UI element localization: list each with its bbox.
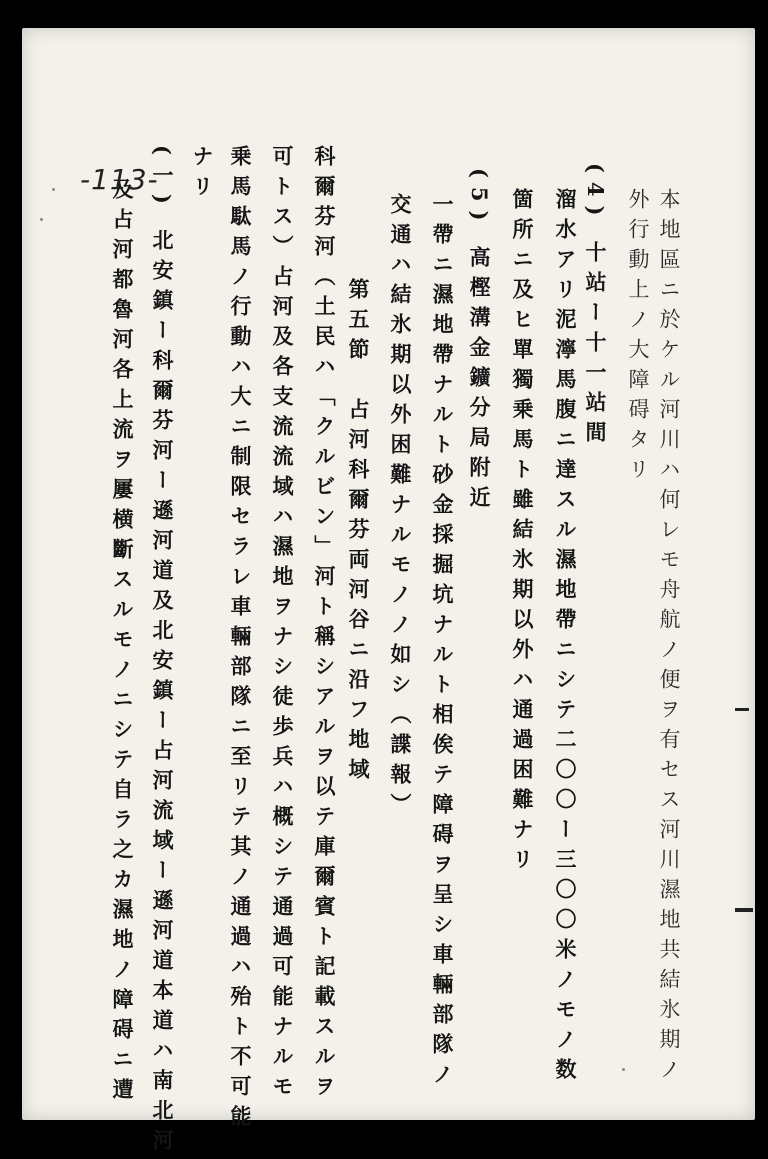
text-column-3: (4) 十站ー十一站間	[583, 163, 608, 451]
text-column-1: 本地區ニ於ケル河川ハ何レモ舟航ノ便ヲ有セス河川濕地共結氷期ノ	[657, 188, 681, 1088]
document-page	[22, 28, 755, 1159]
text-column-11: 可トス）占河及各支流流域ハ濕地ヲナシ徒歩兵ハ概シテ通過可能ナルモ	[270, 145, 295, 1105]
text-column-6: (5) 高樫溝金鑛分局附近	[467, 168, 492, 516]
page-number: -113-	[80, 163, 159, 196]
text-column-8: 交通ハ結氷期以外困難ナルモノノ如シ（諜報）	[388, 193, 413, 823]
text-column-15: 及占河都魯河各上流ヲ屢横斷スルモノニシテ自ラ之カ濕地ノ障碍ニ遭	[110, 178, 135, 1108]
edge-mark	[735, 908, 753, 912]
text-column-13: ナリ	[190, 145, 215, 205]
paper-speck	[622, 1068, 625, 1071]
text-column-2: 外行動上ノ大障碍タリ	[626, 188, 650, 488]
edge-mark	[735, 708, 749, 711]
text-column-5: 箇所ニ及ヒ單獨乗馬ト雖結氷期以外ハ通過困難ナリ	[510, 188, 535, 878]
text-column-12: 乗馬駄馬ノ行動ハ大ニ制限セラレ車輛部隊ニ至リテ其ノ通過ハ殆ト不可能	[228, 145, 253, 1135]
paper-speck	[52, 188, 55, 191]
section-heading: 第五節 占河科爾芬両河谷ニ沿フ地域	[346, 278, 371, 788]
paper-speck	[40, 218, 43, 221]
text-column-4: 溜水アリ泥濘馬腹ニ達スル濕地帶ニシテ二〇〇ー三〇〇米ノモノ数	[553, 188, 578, 1088]
text-column-7: 一帶ニ濕地帶ナルト砂金採掘坑ナルト相俟テ障碍ヲ呈シ車輛部隊ノ	[430, 193, 455, 1093]
text-column-10: 科爾芬河（土民ハ「クルビン」河ト稱シアルヲ以テ庫爾賓ト記載スルヲ	[312, 145, 337, 1105]
text-column-14: (一) 北安鎮ー科爾芬河ー遜河道及北安鎮ー占河流域ー遜河道本道ハ南北河	[150, 145, 175, 1159]
